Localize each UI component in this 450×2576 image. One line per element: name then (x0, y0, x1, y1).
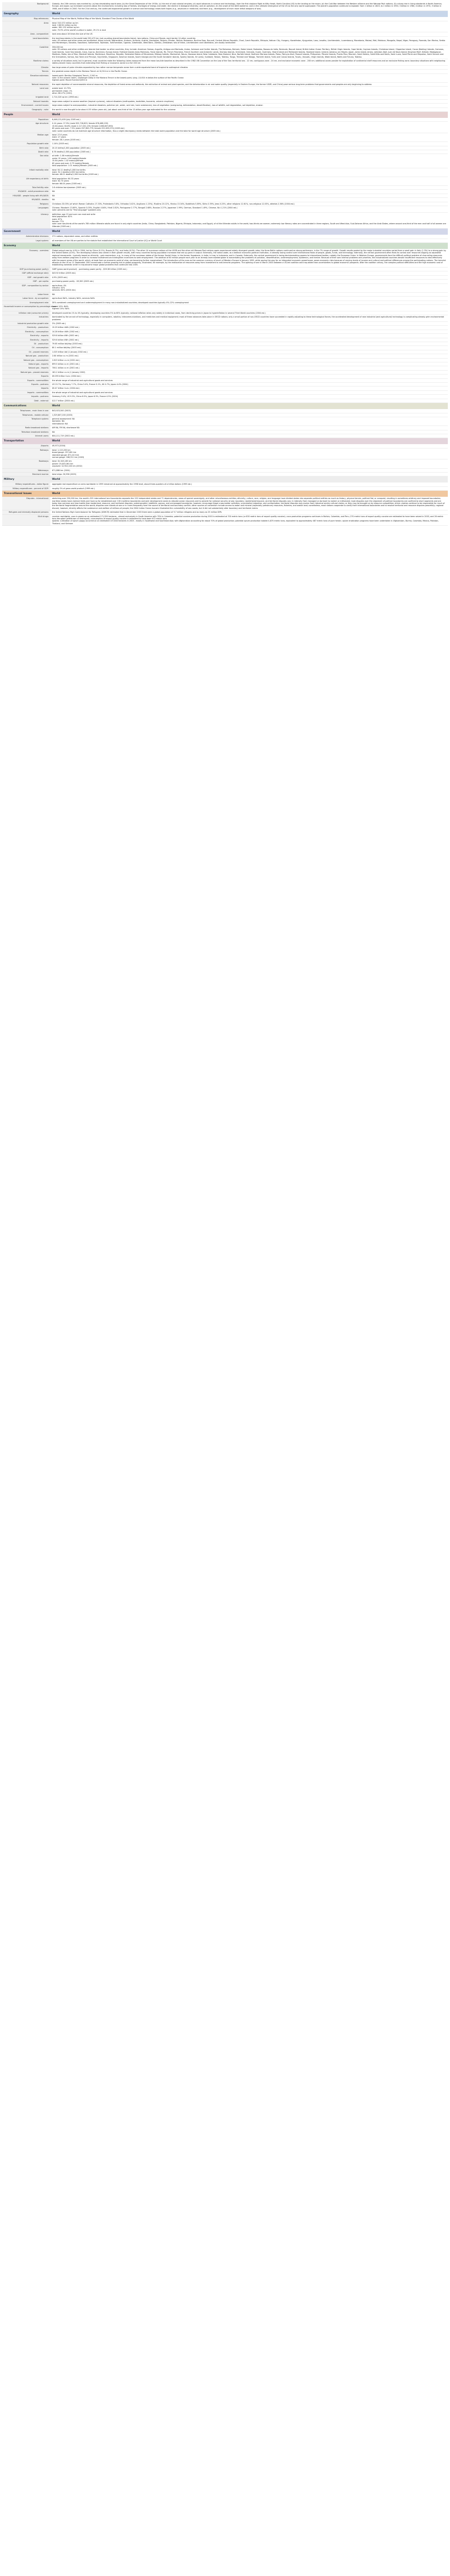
field-value: the world is now thought to be about 4.55 billion years old, just about one-third of the 13-billion-year age estimated for the universe (50, 107, 448, 111)
field-label: Natural hazards: (2, 99, 50, 103)
section-header-military (2, 476, 448, 483)
field-label: Natural gas - exports: (2, 362, 50, 366)
field-row-background (2, 2, 448, 11)
field-label: Maritime claims: (2, 59, 50, 65)
field-value: the United Nations High Commissioner for Refugees (UNHCR) estimated that in December 2003 there were a global population of 9.7 million refugees and as many as 25 million IDPs (50, 510, 448, 514)
field-row-literacy (2, 212, 448, 228)
field-value: total: 510.072 million sq km land: 148.94 million sq km water: 361.132 million sq km note: 70.9% of the world's surface is water, 29.1% is land (50, 21, 448, 32)
field-label: GDP - per capita: (2, 280, 50, 283)
field-value: $43.92 trillion (2005 est.) (50, 271, 448, 275)
field-value: 49,973 (2004) (50, 444, 448, 448)
field-label: Administrative divisions: (2, 235, 50, 239)
field-value: $9.47 trillion f.o.b. (2004 est.) (50, 387, 448, 390)
field-value: lowest 10%: NA% highest 10%: NA% (50, 304, 448, 311)
section-header-transportation (2, 438, 448, 445)
field-label: Debt - external: (2, 399, 50, 402)
section-country: World (50, 11, 448, 18)
field-value: 2.64 trillion cu m (2001 est.) (50, 354, 448, 358)
field-value: 843,923,500 (2003) (50, 409, 448, 413)
section-header-government (2, 229, 448, 235)
field-value: 161.2 trillion cu m (1 January 2002) (50, 370, 448, 374)
field-value: Christians 33.03% (of which Roman Catholics 17.33%, Protestants 5.8%, Orthodox 3.42%, Anglicans 1.23%), Muslims 20.12%, Hindus 13.34%, Buddhists 5.89%, Sikhs 0.39%, Jews 0.23%, other religions 12.61%, non-religious 12.03%, atheists 2.36% (2004 est.) (50, 202, 448, 206)
field-row-exports-commodities (2, 378, 448, 382)
field-row-life-expectancy-at-birth (2, 177, 448, 185)
field-row-population-growth-rate (2, 142, 448, 146)
field-label: Imports - partners: (2, 395, 50, 399)
field-value: 14.28 trillion kWh (2002 est.) (50, 330, 448, 333)
field-value: arable land: 10.73% permanent crops: 1% other: 88.27% (2001) (50, 87, 448, 95)
field-row-industries (2, 315, 448, 322)
field-label: Population growth rate: (2, 142, 50, 146)
field-value: 356,000 km note: 95 nations and other entities are islands that border no other countries, they include: American Samoa, Anguilla, Antigua and Barbuda, Aruba, Ashmore and Cartier Islands, The Bahamas, Bahrain, Baker Island, Barbados, Bassas da India, Bermuda, Bouvet Island, British Indian Ocean Territory, British Virgin Islands, Cape Verde, Cayman Islands, Christmas Island, Clipperton Island, Cocos (Keeling) Islands, Comoros, Cook Islands, Coral Sea Islands, Cuba, Cyprus, Dominica, Europa Island, Falkland Islands (Islas Malvinas), Faroe Islands, Fiji, French Polynesia, French Southern and Antarctic Lands, Glorioso Islands, Greenland, Grenada, Guam, Guernsey, Heard Island and McDonald Islands, Howland Island, Iceland, Jamaica, Jan Mayen, Japan, Jarvis Island, Jersey, Johnston Atoll, Juan de Nova Island, Kingman Reef, Kiribati, Madagascar, Maldives, Malta, Isle of Man, Marshall Islands, Martinique, Mauritius, Mayotte, Federated States of Micronesia, Midway Islands, Montserrat, Nauru, Navassa Island, New Caledonia, New Zealand, Niue, Norfolk Island, Northern Mariana Islands, Palau, Palmyra Atoll, Paracel Islands, Philippines, Pitcairn Islands, Puerto Rico, Reunion, Saint Helena, Saint Kitts and Nevis, Saint Lucia, Saint Pierre and Miquelon, Saint Vincent and the Grenadines, Samoa, Sao Tome and Principe, Seychelles, Singapore, Solomon Islands, South Georgia and the South Sandwich Islands, Spratly Islands, Sri Lanka, Svalbard, Taiwan, Tokelau, Tonga, Trinidad and Tobago, Tromelin Island, Turks and Caicos Islands, Tuvalu, Vanuatu, Virgin Islands, Wake Island, Wallis and Futuna, Tokelau (50, 45, 448, 59)
field-label: HIV/AIDS - deaths: (2, 198, 50, 202)
field-label: Telephones - mobile cellular: (2, 413, 50, 417)
field-row-merchant-marine (2, 473, 448, 476)
field-label: Oil - proved reserves: (2, 350, 50, 354)
field-row-railways (2, 448, 448, 459)
field-value: 1.025 trillion bbl (1 January 2002 est.) (50, 350, 448, 354)
field-row-gdp-per-capita (2, 280, 448, 283)
field-row-natural-resources (2, 82, 448, 86)
field-value: NA (50, 198, 448, 202)
field-row-area-comparative (2, 32, 448, 36)
field-value: AM NA, FM NA, shortwave NA (50, 426, 448, 430)
field-value: total: 1,115,205 km broad gauge: 257,481 km standard gauge: 671,413 km narrow gauge: 186,311 km (2003) (50, 448, 448, 459)
field-row-oil-consumption (2, 346, 448, 350)
field-label: Electricity - imports: (2, 338, 50, 342)
field-row-internet-users (2, 434, 448, 438)
field-label: Background: (2, 2, 50, 11)
field-label: Imports: (2, 387, 50, 390)
field-row-hiv-aids-deaths (2, 198, 448, 202)
field-value: the greatest ocean depth is the Mariana Trench at 10,924 m in the Pacific Ocean (50, 70, 448, 73)
field-row-roadways (2, 459, 448, 468)
field-label: GDP (official exchange rate): (2, 271, 50, 275)
field-label: Imports - commodities: (2, 390, 50, 394)
field-label: Life expectancy at birth: (2, 177, 50, 185)
field-row-electricity-exports (2, 334, 448, 338)
field-label: Telephone system: (2, 417, 50, 425)
field-label: Oil - consumption: (2, 346, 50, 350)
field-label: Median age: (2, 133, 50, 142)
field-label: Birth rate: (2, 146, 50, 150)
field-value: NA (50, 430, 448, 434)
field-value: total: 27.6 years male: 27 years female: 28.2 years (2005 est.) (50, 133, 448, 142)
section-title: Government (2, 229, 50, 235)
field-value: 699.5 billion cu m (2001 est.) (50, 362, 448, 366)
field-row-inflation-rate-consumer-prices (2, 311, 448, 315)
field-value: the land boundaries in the world total 250,472 km (not counting shared boundaries twice); two nations, China and Russia, each border 14 other countries note: 43 nations and other areas are landlocked, these include: Afghanistan, Andorra, Armenia, Austria, Azerbaijan, Belarus, Bhutan, Bolivia, Botswana, Burkina Faso, Burundi, Central African Republic, Chad, Czech Republic, Ethiopia, Vatican City, Hungary, Kazakhstan, Kyrgyzstan, Laos, Lesotho, Liechtenstein, Luxembourg, Macedonia, Malawi, Mali, Moldova, Mongolia, Nepal, Niger, Paraguay, Rwanda, San Marino, Serbia and Montenegro, Slovakia, Swaziland, Switzerland, Tajikistan, Turkmenistan, Uganda, Uzbekistan, West Bank, Zambia, Zimbabwe; two of these, Liechtenstein and Uzbekistan, are doubly landlocked (50, 36, 448, 45)
field-value: US 15.7%, Germany 7.7%, China 5.4%, France 5.1%, UK 4.7%, Japan 4.4% (2004) (50, 383, 448, 387)
field-value: 529.8 billion kWh (2002 est.) (50, 338, 448, 342)
field-value: 0-14 years: 27.9% (male 925,726,623; female 876,468,159) 15-64 years: 64.8% (male 2,117,201,155; female 2,066,837,690) 65 years and over: 7.3% (male 207,963,779; female 251,633,270) (2005 est.) note: some countries do not maintain age structure information, thus a slight discrepancy exists between the total world population and the total for world age structure (2005 est.) (50, 122, 448, 133)
field-row-age-structure (2, 122, 448, 133)
field-label: Airports: (2, 444, 50, 448)
field-label: Railways: (2, 448, 50, 459)
field-value: dominated by the onrush of technology, especially in computers, robotics, telecommunications, and medicines and medical equipment; most of these advances take place in OECD nations; only a small portion of non-OECD countries have succeeded in rapidly adjusting to these technological forces; the accelerated development of new industrial (and agricultural) technology is complicating already grim environmental problems (50, 315, 448, 322)
section-title: Geography (2, 11, 50, 18)
field-label: Coastline: (2, 45, 50, 59)
field-value: $12.7 trillion (2004 est.) (50, 399, 448, 402)
field-row-airports (2, 444, 448, 448)
field-value: 2,714,320 sq km (1998 est.) (50, 95, 448, 99)
field-row-radio-broadcast-stations (2, 426, 448, 430)
field-value: the whole range of industrial and agricultural goods and services (50, 378, 448, 382)
field-row-land-use (2, 87, 448, 95)
field-row-hiv-aids-adult-prevalence-rate (2, 190, 448, 194)
field-label: Refugees and internally displaced persons: (2, 510, 50, 514)
field-row-natural-gas-proved-reserves (2, 370, 448, 374)
field-value: 3% (2005 est.) (50, 321, 448, 325)
field-label: Telephones - main lines in use: (2, 409, 50, 413)
section-header-people (2, 112, 448, 118)
field-value: 4.9% (2005 est.) (50, 275, 448, 279)
section-country: World (50, 229, 448, 235)
field-row-natural-gas-imports (2, 366, 448, 370)
field-row-birth-rate (2, 146, 448, 150)
field-row-natural-hazards (2, 99, 448, 103)
section-country: World (50, 243, 448, 249)
field-label: Environment - current issues: (2, 104, 50, 107)
field-value: aggregate real expenditure on arms worldwide in 1999 remained at approximately the 1998 level, about three-quarters of a trillion dollars (1999 est.) (50, 483, 448, 486)
field-label: Labor force - by occupation: (2, 297, 50, 300)
field-value: agriculture NA%, industry NA%, services NA% (50, 297, 448, 300)
field-row-labor-force (2, 292, 448, 296)
factbook-page (2, 2, 448, 526)
field-value: 20.15 births/1,000 population (2005 est.) (50, 146, 448, 150)
field-value: 604,111,719 (2002 est.) (50, 434, 448, 438)
field-row-exports (2, 375, 448, 378)
field-value: NA (50, 292, 448, 296)
field-row-area (2, 21, 448, 32)
field-value: land area about 16 times the size of the US (50, 32, 448, 36)
field-value: definition: age 15 and over can read and write total population: 82% male: 87% female: 77% note: over two-thirds of the world's 785 million illiterate adults are found in only eight countries (India, China, Bangladesh, Pakistan, Nigeria, Ethiopia, Indonesia, and Egypt); of all the illiterate adults in the world, two-thirds are women; extremely low literacy rates are concentrated in three regions, South and West Asia, Sub-Saharan Africa, and the Arab States, where around one-third of the men and half of all women are illiterate (2005 est.) (50, 212, 448, 228)
field-value: total: 50.11 deaths/1,000 live births male: 52.1 deaths/1,000 live births female: 48.01 deaths/1,000 live births (2005 est.) (50, 168, 448, 177)
section-header-economy (2, 243, 448, 249)
field-label: Natural resources: (2, 82, 50, 86)
field-value: 79.65 million bbl/day (2003 est.) (50, 342, 448, 346)
field-value: 529.8 billion kWh (2002 est.) (50, 334, 448, 338)
field-value: the whole range of industrial and agricultural goods and services (50, 390, 448, 394)
field-label: Labor force: (2, 292, 50, 296)
field-label: Religions: (2, 202, 50, 206)
field-value: at birth: 1.06 male(s)/female under 15 years: 1.06 male(s)/female 15-64 years: 1.02 male(s)/female 65 years and over: 0.79 male(s)/female total population: 1.01 male(s)/female (2005 est.) (50, 154, 448, 168)
field-label: Land boundaries: (2, 36, 50, 45)
field-value: 15.29 trillion kWh (2002 est.) (50, 326, 448, 330)
field-row-maritime-claims (2, 59, 448, 65)
field-label: Inflation rate (consumer prices): (2, 311, 50, 315)
field-label: Natural gas - proved reserves: (2, 370, 50, 374)
field-value: Germany 9.4%, US 9.3%, China 6.5%, Japan 6.3%, France 4.5% (2004) (50, 395, 448, 399)
section-header-communications (2, 403, 448, 410)
field-label: Household income or consumption by percentage share: (2, 304, 50, 311)
field-row-electricity-production (2, 326, 448, 330)
field-value: 2.619 trillion cu m (2001 est.) (50, 358, 448, 362)
field-row-electricity-consumption (2, 330, 448, 333)
field-label: Natural gas - production: (2, 354, 50, 358)
field-row-imports (2, 387, 448, 390)
field-label: Area: (2, 21, 50, 32)
field-row-sex-ratio (2, 154, 448, 168)
section-header-geography (2, 11, 448, 18)
field-row-geography-note (2, 107, 448, 111)
field-row-illicit-drugs (2, 514, 448, 526)
field-row-television-broadcast-stations (2, 430, 448, 434)
field-value: $9.095 trillion f.o.b. (2004 est.) (50, 375, 448, 378)
section-country: World (50, 403, 448, 410)
field-row-household-income-or-consumption-by-percentage-share (2, 304, 448, 311)
field-value: Globally, the 20th century was marked by: (a) two devastating world wars; (b) the Great Depression of the 1930s; (c) the end of vast colonial empires; (d) rapid advances in science and technology, from the first airplane flight at Kitty Hawk, North Carolina (US) to the landing on the moon; (e) the Cold War between the Western alliance and the Warsaw Pact nations; (f) a sharp rise in living standards in North America, Europe, and Japan; (g) increased concerns about the environment, including loss of forests, shortages of energy and water, the decline in biological diversity, and air pollution; (h) the onset of the AIDS epidemic; and (i) the ultimate emergence of the US as the only world superpower. The planet's population continues to explode: from 1 billion in 1820, to 2 billion in 1930, 3 billion in 1960, 4 billion in 1974, 5 billion in 1988, and 6 billion in 2000. For the 21st century, the continued exponential growth in science and technology raises both hopes (e.g., advances in medicine) and fears (e.g., development of even more lethal weapons of war). (50, 2, 448, 11)
field-row-hiv-aids-people-living-with-hiv-aids (2, 194, 448, 197)
field-value: 30% combined unemployment and underemployment in many non-industrialized countries; developed countries typically 4%-12% unemployment (50, 300, 448, 304)
field-value: stretching over 250,000 km, the world's 325 international land boundaries separate the 192 independent states and 71 dependencies, areas of special sovereignty, and other miscellaneous entities; ethnicity, culture, race, religion, and language have divided states into separate political entities as much as history, physical terrain, political fiat, or conquest, resulting in sometimes arbitrary and imposed boundaries; maritime states have claimed limits and have so far established over 130 maritime boundaries and joint development zones to allocate ocean resources and to provide for national security at sea; boundary, borderland/resource, and territorial disputes vary in intensity from managed or dormant to violent or militarized; most disputes over the alignment of political boundaries are confined to short segments and are today less common and less hostile than borderland, resource, and territorial disputes; undemarcated, indefinite, porous, and unmanaged boundaries, however, encourage illegal cross-border activities, uncontrolled migration, and confrontation; territorial disputes may evolve from historical and/or cultural claims, or they may be brought on by resource competition; ethnic clashes continue to be responsible for much of the territorial fragmentation around the world; disputes over islands at sea or in rivers frequently form the source of territorial and boundary conflict; other sources of contention include access to water and mineral (especially petroleum) resources, fisheries, and arable land; nonetheless, most nations cooperate to clarify their international boundaries and to resolve territorial and resource disputes peacefully; regional discord, however, directly affects the sustenance and welfare of millions of people; the 2004 Indian Ocean tsunami illustrated the vulnerability of sea coasts, but it did not substantially alter boundary and territorial claims (50, 497, 448, 510)
field-label: Map references: (2, 17, 50, 21)
field-row-coastline (2, 45, 448, 59)
field-row-gdp-real-growth-rate (2, 275, 448, 279)
field-row-military-expenditures-dollar-figure (2, 483, 448, 486)
field-label: GDP - real growth rate: (2, 275, 50, 279)
field-label: Military expenditures - percent of GDP: (2, 486, 50, 490)
field-label: Area - comparative: (2, 32, 50, 36)
field-row-environment-current-issues (2, 104, 448, 107)
field-row-electricity-imports (2, 338, 448, 342)
field-label: Age structure: (2, 122, 50, 133)
section-title: People (2, 112, 50, 118)
field-value: 2.6 children born/woman (2005 est.) (50, 185, 448, 189)
field-value: total ships: 30,936 (2005) (50, 473, 448, 476)
field-row-natural-gas-exports (2, 362, 448, 366)
field-label: Infant mortality rate: (2, 168, 50, 177)
field-row-oil-production (2, 342, 448, 346)
field-row-total-fertility-rate (2, 185, 448, 189)
field-label: Illicit drugs: (2, 514, 50, 526)
field-value: 6,446,131,400 (July 2005 est.) (50, 118, 448, 122)
field-label: Sex ratio: (2, 154, 50, 168)
section-country: World (50, 476, 448, 483)
field-value: purchasing power parity - $9,300 (2005 est.) (50, 280, 448, 283)
field-value: cocaine: worldwide, coca is grown on an estimated 171,950 hectares - almost exclusively in South America with 70% in Colombia; potential cocaine production during 2003 is estimated at 700 metric tons (or 830 metric tons of export quality cocaine); coca production programs continues in Bolivia, Colombia, and Peru; 270 metric tons of export quality cocaine are estimated to have been seized in 2003, and 26 metric tons disrupted (withdrawn or destroyed); consumption of export quality cocaine is estimated to have been 672 metric tons opiates: cultivation of opium poppy occurred on an estimated 137,844 hectares in 2003 - mostly in Southwest and Southeast Asia; with Afghanistan accounting for about 70% of global production; potential opium production totaled 4,870 metric tons, equivalent to approximately 487 metric tons of pure heroin; opium eradication programs have been undertaken in Afghanistan, Burma, Colombia, Mexico, Pakistan, Thailand, and Vietnam (50, 514, 448, 526)
field-label: Disputes - international: (2, 497, 50, 510)
field-row-elevation-extremes (2, 73, 448, 82)
field-row-map-references (2, 17, 448, 21)
field-label: Electricity - production: (2, 326, 50, 330)
field-row-waterways (2, 468, 448, 472)
field-label: Elevation extremes: (2, 73, 50, 82)
field-label: Radio broadcast stations: (2, 426, 50, 430)
field-value: the rapid depletion of nonrenewable mineral resources, the depletion of forest areas and wetlands, the extinction of animal and plant species, and the deterioration in air and water quality (especially in Eastern Europe, the former USSR, and China) pose serious long-term problems that governments and peoples are only beginning to address (50, 82, 448, 86)
field-label: Total fertility rate: (2, 185, 50, 189)
field-value: agriculture: 4% industry: 32% services: 64% (2004 est.) (50, 283, 448, 292)
section-country: World (50, 491, 448, 497)
field-value: 706.1 billion cu m (2001 est.) (50, 366, 448, 370)
field-row-population (2, 118, 448, 122)
field-row-gdp-composition-by-sector (2, 283, 448, 292)
field-value: all members of the UN are parties to the statute that established the International Court of Justice (ICJ) or World Court (50, 239, 448, 242)
field-value: 271 nations, dependent areas, and other entities (50, 235, 448, 239)
field-label: Geography - note: (2, 107, 50, 111)
field-value: 1.14% (2005 est.) (50, 142, 448, 146)
field-label: GDP (purchasing power parity): (2, 267, 50, 271)
field-row-imports-partners (2, 395, 448, 399)
field-label: Unemployment rate: (2, 300, 50, 304)
field-row-median-age (2, 133, 448, 142)
field-value: a variety of situations exist, but in general, most countries make the following claims measured from the mean low-tide baseline as described in the 1982 UN Convention on the Law of the Sea: territorial sea - 12 nm, contiguous zone - 24 nm, and exclusive economic zone - 200 nm; additional zones provide for exploitation of continental shelf resources and an exclusive fishing zone; boundary situations with neighboring states prevent many countries from extending their fishing or economic zones to a full 200 nm (50, 59, 448, 65)
field-row-labor-force-by-occupation (2, 297, 448, 300)
field-row-death-rate (2, 150, 448, 154)
factbook-table (2, 2, 448, 526)
field-row-religions (2, 202, 448, 206)
field-row-military-expenditures-percent-of-gdp (2, 486, 448, 490)
field-row-telephone-system (2, 417, 448, 425)
field-label: Industries: (2, 315, 50, 322)
field-label: Exports - commodities: (2, 378, 50, 382)
field-value: general assessment: NA domestic: NA international: NA (50, 417, 448, 425)
field-label: Irrigated land: (2, 95, 50, 99)
field-value: NA (50, 194, 448, 197)
field-label: Climate: (2, 65, 50, 69)
field-value: large areas subject to severe weather (tropical cyclones), natural disasters (earthquakes, landslides, tsunamis, volcanic eruptions) (50, 99, 448, 103)
field-value: GWP (gross world product) - purchasing power parity - $59.38 trillion (2005 est.) (50, 267, 448, 271)
field-label: Roadways: (2, 459, 50, 468)
field-label: Television broadcast stations: (2, 430, 50, 434)
field-row-administrative-divisions (2, 235, 448, 239)
field-value: Physical Map of the World, Political Map of the World, Standard Time Zones of the World (50, 17, 448, 21)
field-value: large areas subject to overpopulation, industrial disasters, pollution (air, water, acid rain, toxic substances), loss of vegetation (overgrazing, deforestation, desertification), loss of wildlife, soil degradation, soil depletion, erosion (50, 104, 448, 107)
field-row-land-boundaries (2, 36, 448, 45)
field-row-economy-overview (2, 249, 448, 267)
field-row-natural-gas-consumption (2, 358, 448, 362)
field-label: Industrial production growth rate: (2, 321, 50, 325)
field-value: 1,329,807,200 (2003) (50, 413, 448, 417)
field-row-gdp-official-exchange-rate (2, 271, 448, 275)
field-label: Natural gas - imports: (2, 366, 50, 370)
field-label: GDP - composition by sector: (2, 283, 50, 292)
section-title: Communications (2, 403, 50, 410)
field-value: 80.1 million bbl/day (2003 est.) (50, 346, 448, 350)
field-value: two large areas of polar climates separated by two rather narrow temperate zones form a wide equatorial band of tropical to subtropical climates (50, 65, 448, 69)
field-label: Oil - production: (2, 342, 50, 346)
field-label: HIV/AIDS - adult prevalence rate: (2, 190, 50, 194)
field-row-industrial-production-growth-rate (2, 321, 448, 325)
field-row-legal-system (2, 239, 448, 242)
field-row-natural-gas-production (2, 354, 448, 358)
field-value: developed countries 1% to 4% typically; developing countries 5% to 60% typically; national inflation rates vary widely in individual cases, from declining prices in Japan to hyperinflation in several Third World countries (2004 est.) (50, 311, 448, 315)
field-label: Exports: (2, 375, 50, 378)
field-label: Terrain: (2, 70, 50, 73)
field-label: Languages: (2, 206, 50, 212)
field-label: Exports - partners: (2, 383, 50, 387)
field-label: Natural gas - consumption: (2, 358, 50, 362)
field-label: Land use: (2, 87, 50, 95)
field-row-exports-partners (2, 383, 448, 387)
field-value: 8.78 deaths/1,000 population (2005 est.) (50, 150, 448, 154)
field-label: Economy - overview: (2, 249, 50, 267)
field-label: Literacy: (2, 212, 50, 228)
field-value: lowest point: Bentley Subglacial Trench -2,540 m note: in the oceanic realm, Challenger Deep in the Mariana Trench is the lowest point, lying -10,924 m below the surface of the Pacific Ocean highest point: Mount Everest 8,850 m (50, 73, 448, 82)
section-title: Transnational Issues (2, 491, 50, 497)
field-value: Chinese, Mandarin 13.69%, Spanish 5.05%, English 4.84%, Hindi 2.82%, Portuguese 2.77%, Bengali 2.68%, Russian 2.27%, Japanese 1.99%, German, Standard 1.49%, Chinese, Wu 1.21% (2004 est.) note: percents are for "first language" speakers only (50, 206, 448, 212)
field-row-climate (2, 65, 448, 69)
field-row-gdp-purchasing-power-parity (2, 267, 448, 271)
field-label: Electricity - exports: (2, 334, 50, 338)
field-value: roughly 2% of gross world product (1999 est.) (50, 486, 448, 490)
field-row-disputes-international (2, 497, 448, 510)
field-row-languages (2, 206, 448, 212)
field-label: Military expenditures - dollar figure: (2, 483, 50, 486)
field-label: Electricity - consumption: (2, 330, 50, 333)
field-label: Legal system: (2, 239, 50, 242)
field-row-irrigated-land (2, 95, 448, 99)
field-label: Death rate: (2, 150, 50, 154)
section-country: World (50, 438, 448, 445)
section-header-transnational-issues (2, 491, 448, 497)
field-row-infant-mortality-rate (2, 168, 448, 177)
field-row-imports-commodities (2, 390, 448, 394)
field-row-oil-proved-reserves (2, 350, 448, 354)
section-title: Economy (2, 243, 50, 249)
section-title: Transportation (2, 438, 50, 445)
field-label: Population: (2, 118, 50, 122)
field-row-unemployment-rate (2, 300, 448, 304)
field-value: 671,886 km (2004) (50, 468, 448, 472)
field-row-refugees-and-internally-displaced-persons (2, 510, 448, 514)
field-row-telephones-main-lines-in-use (2, 409, 448, 413)
field-label: HIV/AIDS - people living with HIV/AIDS: (2, 194, 50, 197)
section-country: World (50, 112, 448, 118)
field-value: total population: 64.33 years male: 62.73 years female: 66.04 years (2005 est.) (50, 177, 448, 185)
section-title: Military (2, 476, 50, 483)
field-label: Merchant marine: (2, 473, 50, 476)
field-row-debt-external (2, 399, 448, 402)
field-row-terrain (2, 70, 448, 73)
field-row-telephones-mobile-cellular (2, 413, 448, 417)
field-value: NA (50, 190, 448, 194)
field-value: total: 32,345,165 km paved: 19,403,061 km unpaved: 12,942,104 km (2002) (50, 459, 448, 468)
field-label: Waterways: (2, 468, 50, 472)
field-value: Global output rose by 4.9% in 2004, led by China (9.1%), Russia (6.7%), and India (6.2%). The other 14 successor nations of the USSR and the other old Warsaw Pact nations again experienced widely divergent growth rates; the three Baltic nations continued as strong performers, in the 7% range of growth. Growth results posted by the major industrial countries varied from a small gain in Italy (1.3%) to a strong gain by the United States (4.4%). The developing nations also varied in their growth results, with many countries facing population increases that eat up gains in output. Externally, the nation-state, as a bedrock economic-political institution, is steadily losing control over international flows of people, goods, funds, and technology. Internally, the central government often finds its control over resources slipping as separatist regional movements - typically based on ethnicity - gain momentum, e.g., in many of the successor states of the former Soviet Union, in the former Yugoslavia, in India, in Iraq, in Indonesia, and in Canada. Externally, the central government is losing decisionmaking powers to international bodies, notably the European Union. In Western Europe, governments face the difficult political problem of channeling resources away from welfare programs in order to increase investment and strengthen incentives to seek employment. The addition of 80 million people each year to an already overcrowded globe is exacerbating the problems of pollution, desertification, underemployment, epidemics, and famine. Because of their own internal problems and priorities, the industrialized countries devote insufficient resources to deal effectively with the poorer areas of the world, which, at least from an economic point of view, are becoming further marginalized. The introduction of the euro as the common currency of much of Western Europe in January 1999, while paving the way for an integrated economic powerhouse, poses economic risks because of varying levels of income and cultural and political differences among the participating nations. The terrorist attacks on the US on 11 September 2001 accentuate a further growing risk to global prosperity, illustrated, for example, by the reallocation of resources away from investment to anti-terrorist programs. The opening of war in March 2003 between a US-led coalition and Iraq added new uncertainties to global economic prospects. After the coalition victory, the complex political difficulties and the high economic cost of establishing domestic order in Iraq became major global problems that continued into 2005. (50, 249, 448, 267)
field-label: Internet users: (2, 434, 50, 438)
